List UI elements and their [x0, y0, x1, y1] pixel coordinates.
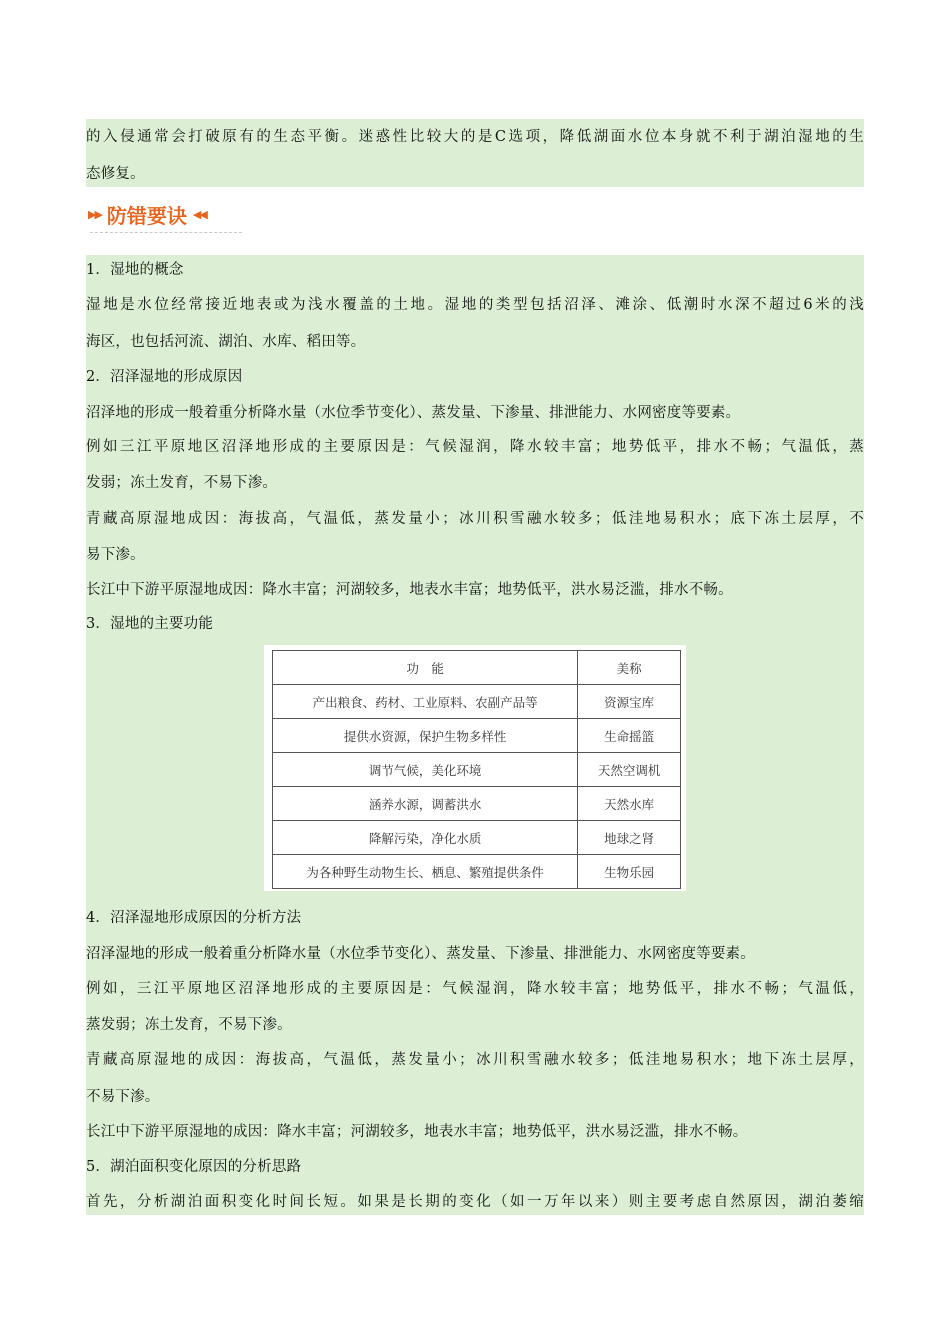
table-row [273, 685, 681, 719]
item-title: 4．沼泽湿地形成原因的分析方法 [86, 910, 302, 926]
table-header-row [273, 651, 681, 685]
item-title: 2．沼泽湿地的形成原因 [86, 369, 243, 385]
wetland-function-table [264, 645, 686, 891]
item-title: 1．湿地的概念 [86, 262, 184, 278]
text-line: 例如，三江平原地区沼泽地形成的主要原因是：气候湿润，降水较丰富；地势低平，排水不畅；气温低， [86, 981, 864, 997]
table-cell-function: 涵养水源，调蓄洪水 [273, 787, 578, 821]
table-cell-name: 资源宝库 [578, 685, 681, 719]
text-line: 长江中下游平原湿地的成因：降水丰富；河湖较多，地表水丰富；地势低平，洪水易泛滥，排水不畅。 [86, 1124, 748, 1140]
text-line: 不易下渗。 [86, 1089, 160, 1105]
table-cell-function: 降解污染，净化水质 [273, 821, 578, 855]
table-cell-function: 提供水资源，保护生物多样性 [273, 719, 578, 753]
text-line: 沼泽地的形成一般着重分析降水量（水位季节变化）、蒸发量、下渗量、排泄能力、水网密度等要素。 [86, 405, 741, 421]
section-heading [88, 200, 206, 229]
text-line: 海区，也包括河流、湖泊、水库、稻田等。 [86, 334, 366, 350]
table-header-function: 功 能 [273, 651, 578, 685]
table-cell-function: 为各种野生动物生长、栖息、繁殖提供条件 [273, 855, 578, 889]
table-header-name: 美称 [578, 651, 681, 685]
text-line: 沼泽湿地的形成一般着重分析降水量（水位季节变化）、蒸发量、下渗量、排泄能力、水网密度等要素。 [86, 946, 755, 962]
table-cell-name: 生命摇篮 [578, 719, 681, 753]
text-line: 的入侵通常会打破原有的生态平衡。迷惑性比较大的是C选项，降低湖面水位本身就不利于湖泊湿地的生 [86, 129, 864, 145]
table-cell-name: 生物乐园 [578, 855, 681, 889]
table-row [273, 821, 681, 855]
text-line: 易下渗。 [86, 547, 145, 563]
table-row [273, 753, 681, 787]
table-row [273, 719, 681, 753]
text-line: 例如三江平原地区沼泽地形成的主要原因是：气候湿润，降水较丰富；地势低平，排水不畅；气温低，蒸 [86, 439, 864, 455]
table-cell-name: 天然空调机 [578, 753, 681, 787]
table-cell-function: 产出粮食、药材、工业原料、农副产品等 [273, 685, 578, 719]
heading-divider [90, 232, 242, 233]
table-cell-name: 天然水库 [578, 787, 681, 821]
text-line: 态修复。 [86, 166, 145, 182]
text-line: 青藏高原湿地的成因：海拔高，气温低，蒸发量小；冰川积雪融水较多；低洼地易积水；地下冻土层厚， [86, 1052, 864, 1068]
text-line: 首先，分析湖泊面积变化时间长短。如果是长期的变化（如一万年以来）则主要考虑自然原因，湖泊萎缩 [86, 1194, 864, 1210]
text-line: 青藏高原湿地成因：海拔高，气温低，蒸发量小；冰川积雪融水较多；低洼地易积水；底下冻土层厚，不 [86, 511, 864, 527]
section-heading-title: 防错要诀 [106, 204, 187, 228]
table-row [273, 787, 681, 821]
table-cell-name: 地球之肾 [578, 821, 681, 855]
text-line: 发弱；冻土发育，不易下渗。 [86, 475, 278, 491]
left-arrows-icon: ◀◀ [192, 208, 206, 221]
right-arrows-icon: ▶▶ [88, 208, 101, 221]
text-line: 长江中下游平原湿地成因：降水丰富；河湖较多，地表水丰富；地势低平，洪水易泛滥，排水不畅。 [86, 582, 733, 598]
text-line: 蒸发弱；冻土发育，不易下渗。 [86, 1017, 292, 1033]
text-line: 湿地是水位经常接近地表或为浅水覆盖的土地。湿地的类型包括沼泽、滩涂、低潮时水深不超过6米的浅 [86, 297, 864, 313]
table-cell-function: 调节气候，美化环境 [273, 753, 578, 787]
item-title: 5．湖泊面积变化原因的分析思路 [86, 1159, 302, 1175]
item-title: 3．湿地的主要功能 [86, 616, 214, 632]
table-row [273, 855, 681, 889]
